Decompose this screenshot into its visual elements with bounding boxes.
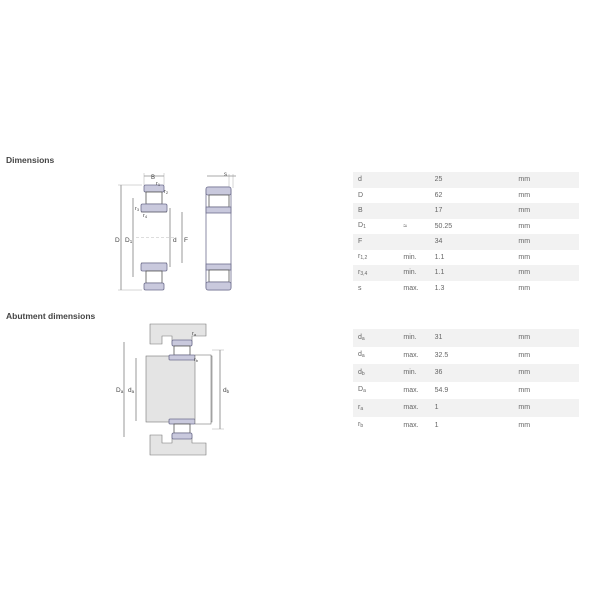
spec-value: 1 [434, 421, 439, 429]
spec-row [353, 234, 579, 250]
spec-value: 50.25 [434, 222, 453, 230]
label-F: F [184, 237, 188, 244]
spec-qualifier: max. [403, 421, 419, 429]
spec-qualifier: ≈ [403, 222, 408, 230]
spec-value: 1 [430, 399, 514, 417]
spec-row [353, 329, 579, 347]
spec-symbol: $d_a$ [358, 351, 365, 360]
label-rb: rb [194, 357, 199, 363]
spec-value: 17 [430, 203, 514, 219]
spec-symbol: $r_{1,2}$ [358, 253, 368, 262]
spec-qualifier [398, 234, 429, 250]
label-d: d [173, 237, 177, 244]
spec-unit: mm [513, 172, 579, 188]
spec-qualifier [398, 203, 429, 219]
spec-unit: mm [513, 203, 579, 219]
spec-qualifier: min. [398, 329, 429, 347]
label-B: B [151, 175, 156, 181]
spec-qualifier: min. [398, 265, 429, 281]
spec-value: 25 [430, 172, 514, 188]
spec-value: 31 [430, 329, 514, 347]
label-r3: r3 [135, 206, 140, 212]
spec-unit: mm [518, 253, 531, 261]
spec-row [353, 382, 579, 400]
spec-symbol: $d_b$ [353, 364, 398, 382]
abutment-table [353, 329, 579, 434]
spec-value: 1.3 [434, 284, 445, 292]
spec-value: 1.1 [434, 253, 445, 261]
spec-unit: mm [513, 364, 579, 382]
abutment-title: Abutment dimensions [6, 311, 96, 321]
spec-symbol: s [358, 284, 362, 292]
label-da: da [128, 387, 135, 394]
spec-qualifier: max. [403, 351, 419, 359]
spec-value: 62 [434, 191, 443, 199]
spec-row [353, 364, 579, 382]
spec-unit: mm [518, 222, 531, 230]
spec-qualifier [398, 188, 429, 204]
spec-qualifier: max. [403, 386, 419, 394]
label-db: db [223, 387, 230, 394]
spec-value: 34 [430, 234, 514, 250]
dimensions-title: Dimensions [6, 155, 55, 165]
spec-row [353, 281, 579, 297]
spec-symbol: $r_{3,4}$ [353, 265, 398, 281]
spec-unit: mm [513, 234, 579, 250]
label-r4: r4 [143, 213, 148, 219]
bearing-dimensions-drawing [112, 168, 242, 298]
spec-row [353, 219, 579, 235]
label-Da: Da [116, 387, 124, 394]
label-s: s [224, 172, 227, 178]
spec-value: 32.5 [434, 351, 449, 359]
spec-symbol: d [353, 172, 398, 188]
spec-qualifier: max. [398, 399, 429, 417]
spec-row [353, 250, 579, 266]
label-r2: r2 [164, 189, 169, 195]
spec-unit: mm [518, 284, 531, 292]
spec-symbol: F [353, 234, 398, 250]
spec-unit: mm [518, 386, 531, 394]
spec-value: 1.1 [430, 265, 514, 281]
spec-symbol: $r_a$ [353, 399, 398, 417]
spec-qualifier: min. [398, 364, 429, 382]
spec-row [353, 172, 579, 188]
label-ra: ra [192, 331, 197, 337]
spec-row [353, 417, 579, 435]
spec-row [353, 265, 579, 281]
spec-row [353, 399, 579, 417]
spec-unit: mm [513, 399, 579, 417]
spec-unit: mm [518, 421, 531, 429]
label-D1: D1 [125, 237, 133, 244]
spec-row [353, 188, 579, 204]
spec-qualifier [398, 172, 429, 188]
spec-row [353, 347, 579, 365]
label-D: D [115, 237, 120, 244]
dimensions-table [353, 172, 579, 296]
spec-symbol: $D_1$ [358, 222, 366, 231]
spec-unit: mm [513, 265, 579, 281]
abutment-dimensions-drawing [116, 322, 246, 457]
spec-qualifier: max. [403, 284, 419, 292]
spec-symbol: $D_a$ [358, 386, 366, 395]
spec-qualifier: min. [403, 253, 417, 261]
spec-value: 36 [430, 364, 514, 382]
spec-row [353, 203, 579, 219]
spec-unit: mm [513, 329, 579, 347]
spec-value: 54.9 [434, 386, 449, 394]
spec-symbol: D [358, 191, 364, 199]
label-r1: r1 [156, 181, 161, 187]
spec-symbol: B [353, 203, 398, 219]
spec-unit: mm [518, 191, 531, 199]
spec-unit: mm [518, 351, 531, 359]
spec-symbol: $d_a$ [353, 329, 398, 347]
spec-symbol: $r_b$ [358, 421, 364, 430]
